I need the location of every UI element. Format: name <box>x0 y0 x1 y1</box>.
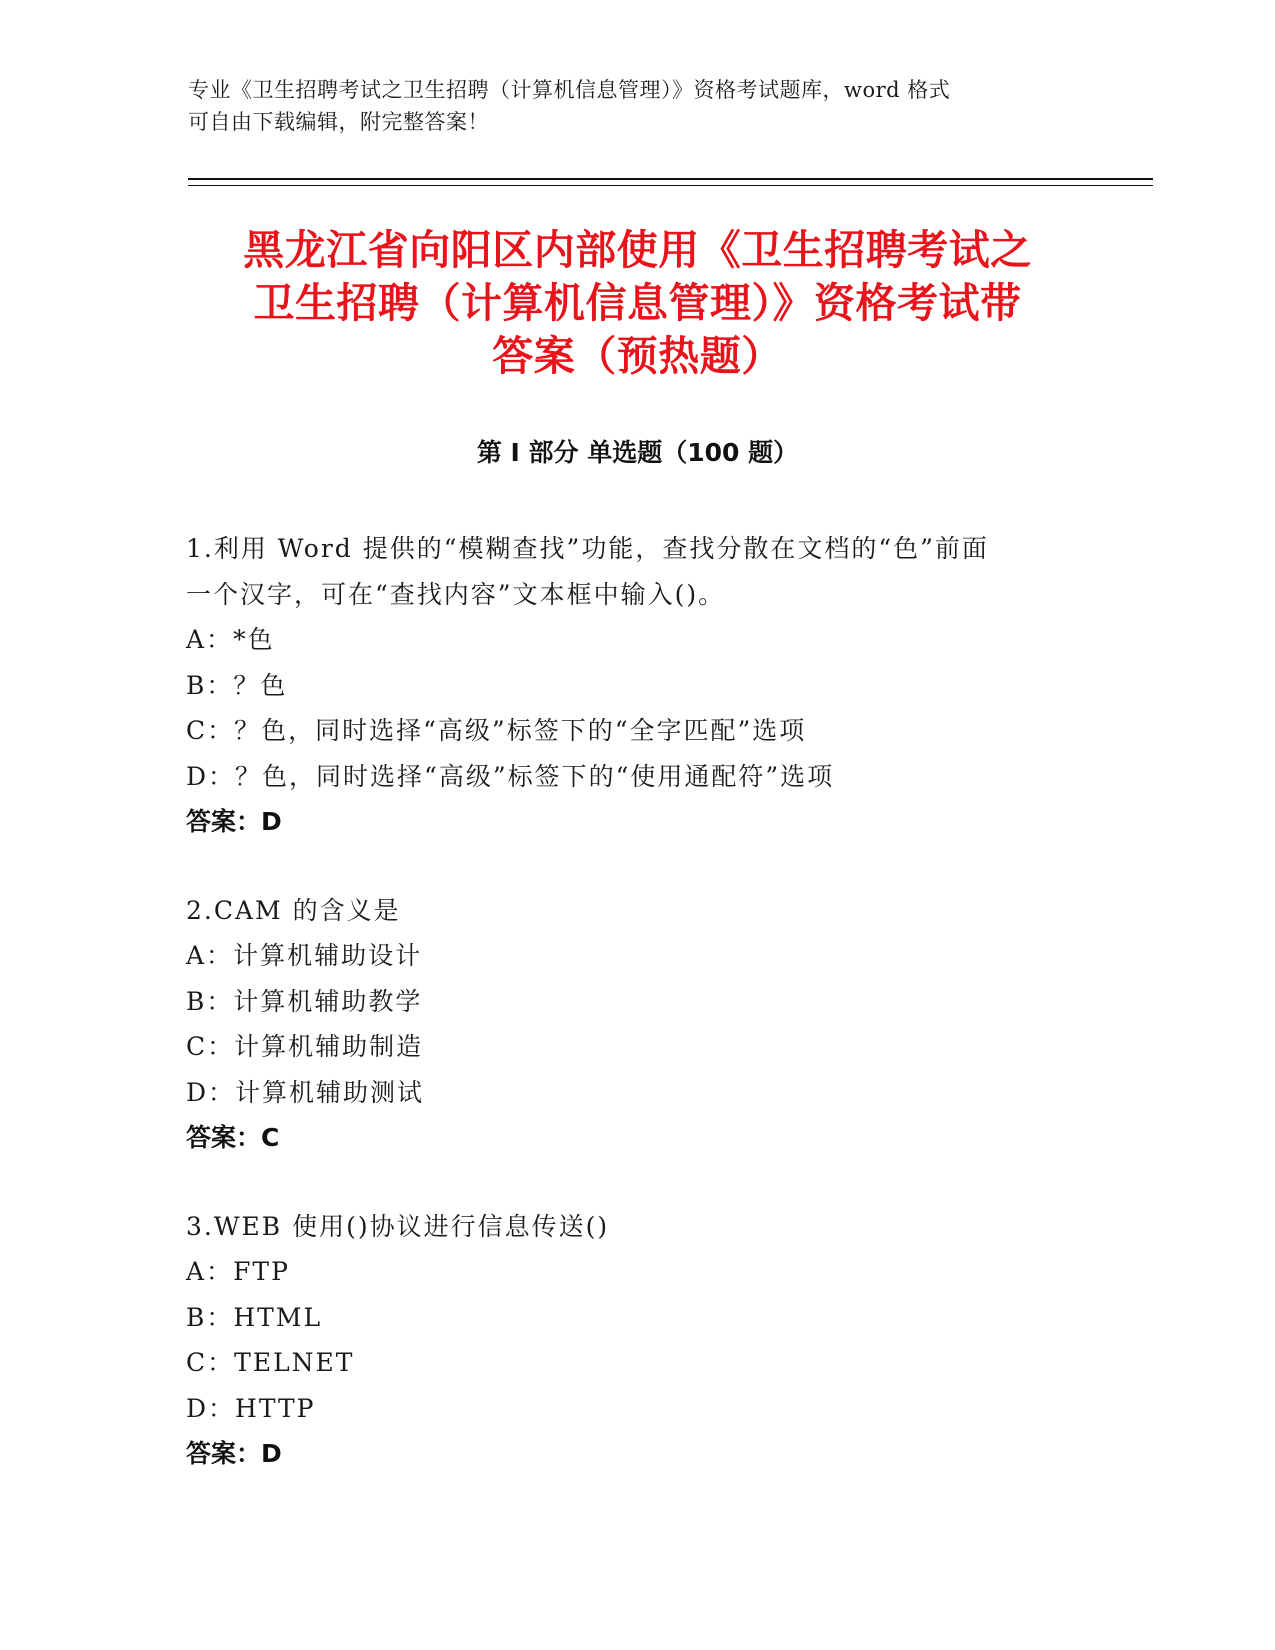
option-text: HTML <box>233 1302 323 1332</box>
question-3 <box>186 1204 1086 1477</box>
document-title-line-1: 黑龙江省向阳区内部使用《卫生招聘考试之 <box>243 226 1032 274</box>
question-2 <box>186 888 1086 1161</box>
option-c <box>186 1024 1086 1070</box>
document-title-line-2: 卫生招聘（计算机信息管理）》资格考试带 <box>253 279 1022 327</box>
option-letter: A： <box>186 941 234 970</box>
option-a <box>186 617 1086 663</box>
header-note <box>188 74 1068 138</box>
question-text-line-1: 3.WEB 使用()协议进行信息传送() <box>186 1211 610 1241</box>
document-title-line-3: 答案（预热题） <box>492 332 783 380</box>
option-text: *色 <box>233 625 275 654</box>
option-text: ？色，同时选择“高级”标签下的“使用通配符”选项 <box>235 761 835 791</box>
option-letter: C： <box>186 1032 235 1061</box>
option-text: 计算机辅助教学 <box>233 986 423 1016</box>
option-b <box>186 663 1086 709</box>
option-text: 计算机辅助测试 <box>235 1077 425 1107</box>
option-text: HTTP <box>235 1393 316 1423</box>
option-a <box>186 933 1086 979</box>
answer-label: 答案：D <box>186 807 282 836</box>
option-d <box>186 754 1086 800</box>
option-letter: A： <box>186 625 234 654</box>
option-letter: B： <box>186 986 234 1016</box>
option-d <box>186 1070 1086 1116</box>
option-d <box>186 1386 1086 1432</box>
question-1 <box>186 526 1086 845</box>
header-divider-thick <box>188 178 1153 180</box>
option-letter: D： <box>186 1393 236 1423</box>
option-text: FTP <box>233 1257 290 1286</box>
option-letter: C： <box>186 1348 235 1377</box>
option-text: TELNET <box>234 1348 355 1377</box>
header-note-line-2: 可自由下载编辑，附完整答案！ <box>188 110 489 134</box>
question-text-line-2: 一个汉字，可在“查找内容”文本框中输入()。 <box>186 579 726 609</box>
option-letter: D： <box>186 761 236 791</box>
option-letter: C： <box>186 716 235 745</box>
option-c <box>186 708 1086 754</box>
section-title: 第 I 部分 单选题（100 题） <box>476 438 799 467</box>
header-divider-thin <box>188 185 1153 186</box>
option-letter: B： <box>186 670 234 700</box>
question-list <box>186 526 1086 1520</box>
header-note-line-1: 专业《卫生招聘考试之卫生招聘（计算机信息管理）》资格考试题库，word 格式 <box>188 78 951 102</box>
document-title <box>140 224 1135 383</box>
option-text: ？色，同时选择“高级”标签下的“全字匹配”选项 <box>234 716 807 745</box>
option-b <box>186 1295 1086 1341</box>
answer-label: 答案：D <box>186 1439 282 1468</box>
option-letter: B： <box>186 1302 234 1332</box>
option-a <box>186 1249 1086 1295</box>
option-b <box>186 979 1086 1025</box>
option-text: 计算机辅助设计 <box>233 941 423 970</box>
answer-label: 答案：C <box>186 1123 280 1152</box>
question-text-line-1: 2.CAM 的含义是 <box>186 895 401 925</box>
option-letter: D： <box>186 1077 236 1107</box>
option-letter: A： <box>186 1257 234 1286</box>
question-text-line-1: 1.利用 Word 提供的“模糊查找”功能，查找分散在文档的“色”前面 <box>186 534 989 563</box>
option-text: ？色 <box>233 670 288 700</box>
option-c <box>186 1340 1086 1386</box>
option-text: 计算机辅助制造 <box>234 1032 424 1061</box>
